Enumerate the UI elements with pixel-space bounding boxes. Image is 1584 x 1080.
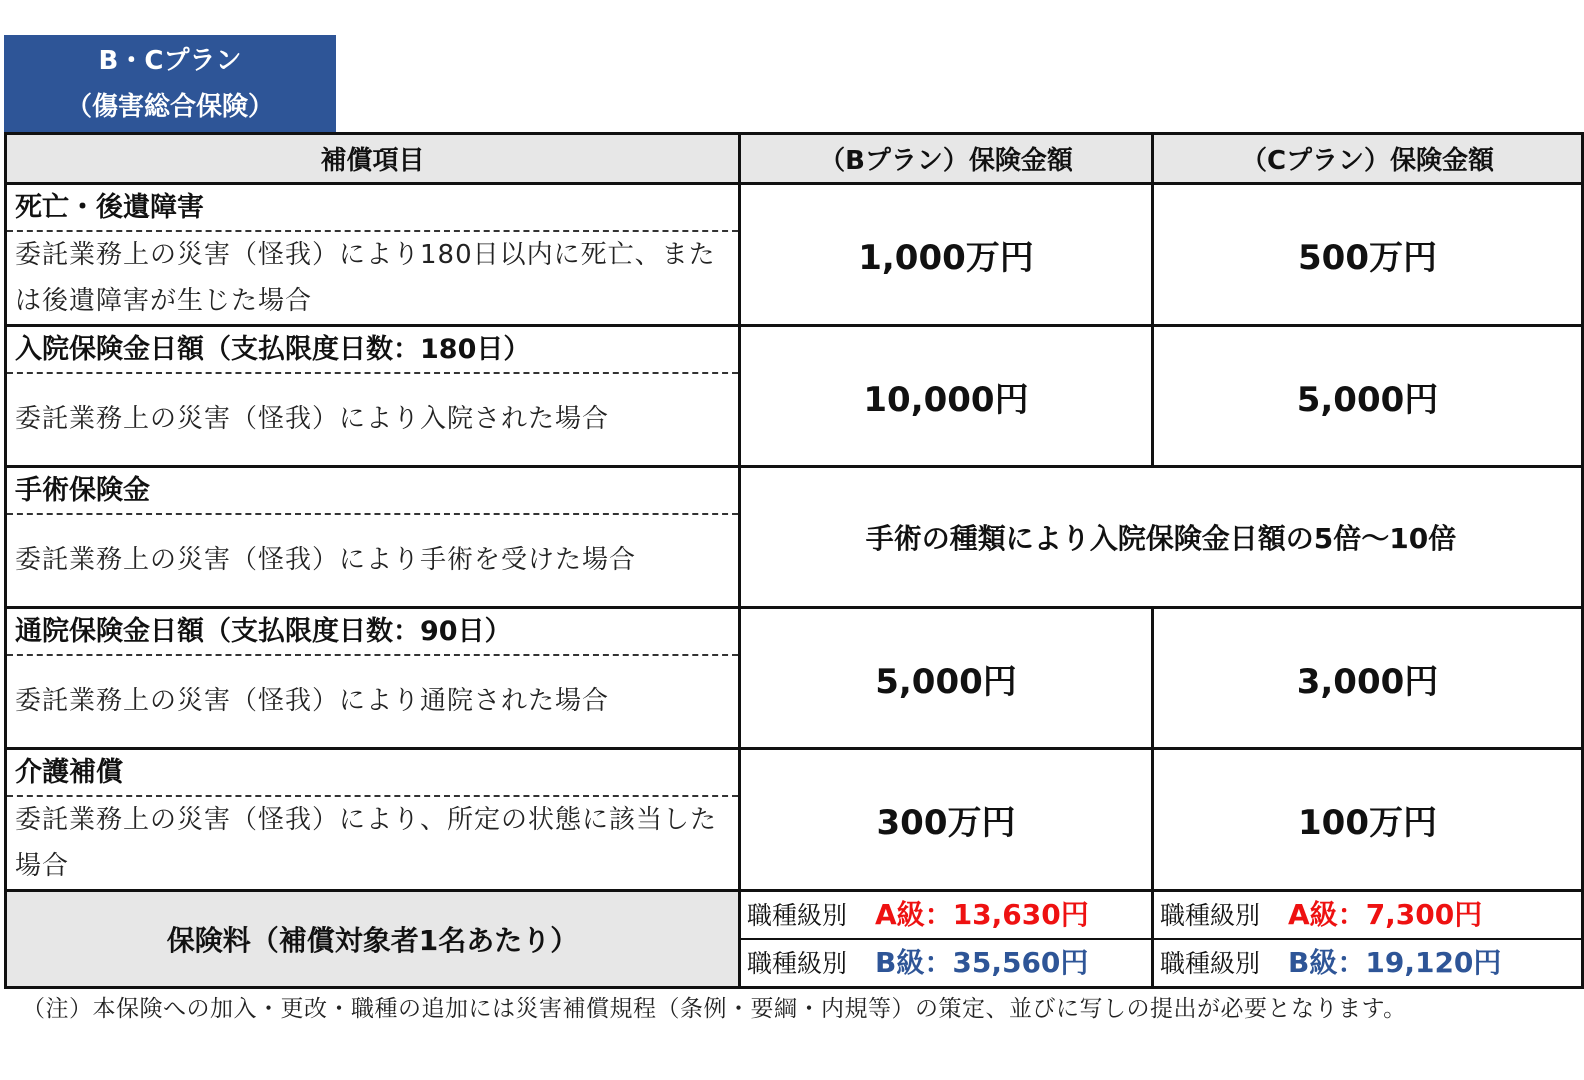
table-row [6,326,1583,467]
coverage-item [6,608,740,749]
premium-label: 保険料（補償対象者1名あたり） [6,891,740,988]
premium-a-class [1154,892,1581,940]
plan-b-amount: 1,000万円 [740,184,1153,326]
header-plan-b: （Bプラン）保険金額 [740,134,1153,184]
coverage-table [4,132,1584,989]
class-label: A級： [1288,898,1366,931]
coverage-title: 手術保険金 [7,468,738,515]
plan-tag-line1: B・Cプラン [98,45,242,76]
plan-b-amount: 300万円 [740,749,1153,891]
premium-value: 19,120円 [1365,946,1502,979]
surgery-amount: 手術の種類により入院保険金日額の5倍～10倍 [740,467,1583,608]
class-label: B級： [1288,946,1366,979]
premium-prefix: 職種級別 [747,901,848,930]
table-row [6,184,1583,326]
premium-row [6,891,1583,988]
coverage-item [6,467,740,608]
coverage-desc: 委託業務上の災害（怪我）により入院された場合 [15,404,610,434]
plan-c-amount: 500万円 [1153,184,1583,326]
plan-b-premium [740,891,1153,988]
coverage-title: 介護補償 [7,750,738,797]
coverage-desc: 委託業務上の災害（怪我）により180日以内に死亡、または後遺障害が生じた場合 [15,240,716,316]
premium-a-class [741,892,1151,940]
coverage-desc: 委託業務上の災害（怪我）により手術を受けた場合 [15,545,637,575]
premium-b-class [741,940,1151,986]
plan-tag [4,35,336,132]
premium-prefix: 職種級別 [747,949,848,978]
coverage-title: 通院保険金日額（支払限度日数：90日） [7,609,738,656]
plan-b-amount: 5,000円 [740,608,1153,749]
class-label: A級： [875,898,953,931]
premium-value: 35,560円 [952,946,1089,979]
coverage-item [6,326,740,467]
coverage-title: 入院保険金日額（支払限度日数：180日） [7,327,738,374]
plan-c-amount: 3,000円 [1153,608,1583,749]
premium-b-class [1154,940,1581,986]
class-label: B級： [875,946,953,979]
premium-value: 7,300円 [1365,898,1483,931]
coverage-item [6,749,740,891]
coverage-item [6,184,740,326]
plan-b-amount: 10,000円 [740,326,1153,467]
plan-tag-line2: （傷害総合保険） [65,91,274,122]
header-item: 補償項目 [6,134,740,184]
premium-prefix: 職種級別 [1160,949,1261,978]
footnote: （注）本保険への加入・更改・職種の追加には災害補償規程（条例・要綱・内規等）の策定、並びに写しの提出が必要となります。 [22,996,1407,1022]
table-header-row [6,134,1583,184]
header-plan-c: （Cプラン）保険金額 [1153,134,1583,184]
premium-value: 13,630円 [952,898,1089,931]
plan-c-amount: 5,000円 [1153,326,1583,467]
coverage-desc: 委託業務上の災害（怪我）により通院された場合 [15,686,610,716]
table-row [6,749,1583,891]
coverage-title: 死亡・後遺障害 [7,185,738,232]
plan-c-amount: 100万円 [1153,749,1583,891]
table-row [6,608,1583,749]
plan-c-premium [1153,891,1583,988]
table-row [6,467,1583,608]
coverage-desc: 委託業務上の災害（怪我）により、所定の状態に該当した場合 [15,805,718,881]
premium-prefix: 職種級別 [1160,901,1261,930]
